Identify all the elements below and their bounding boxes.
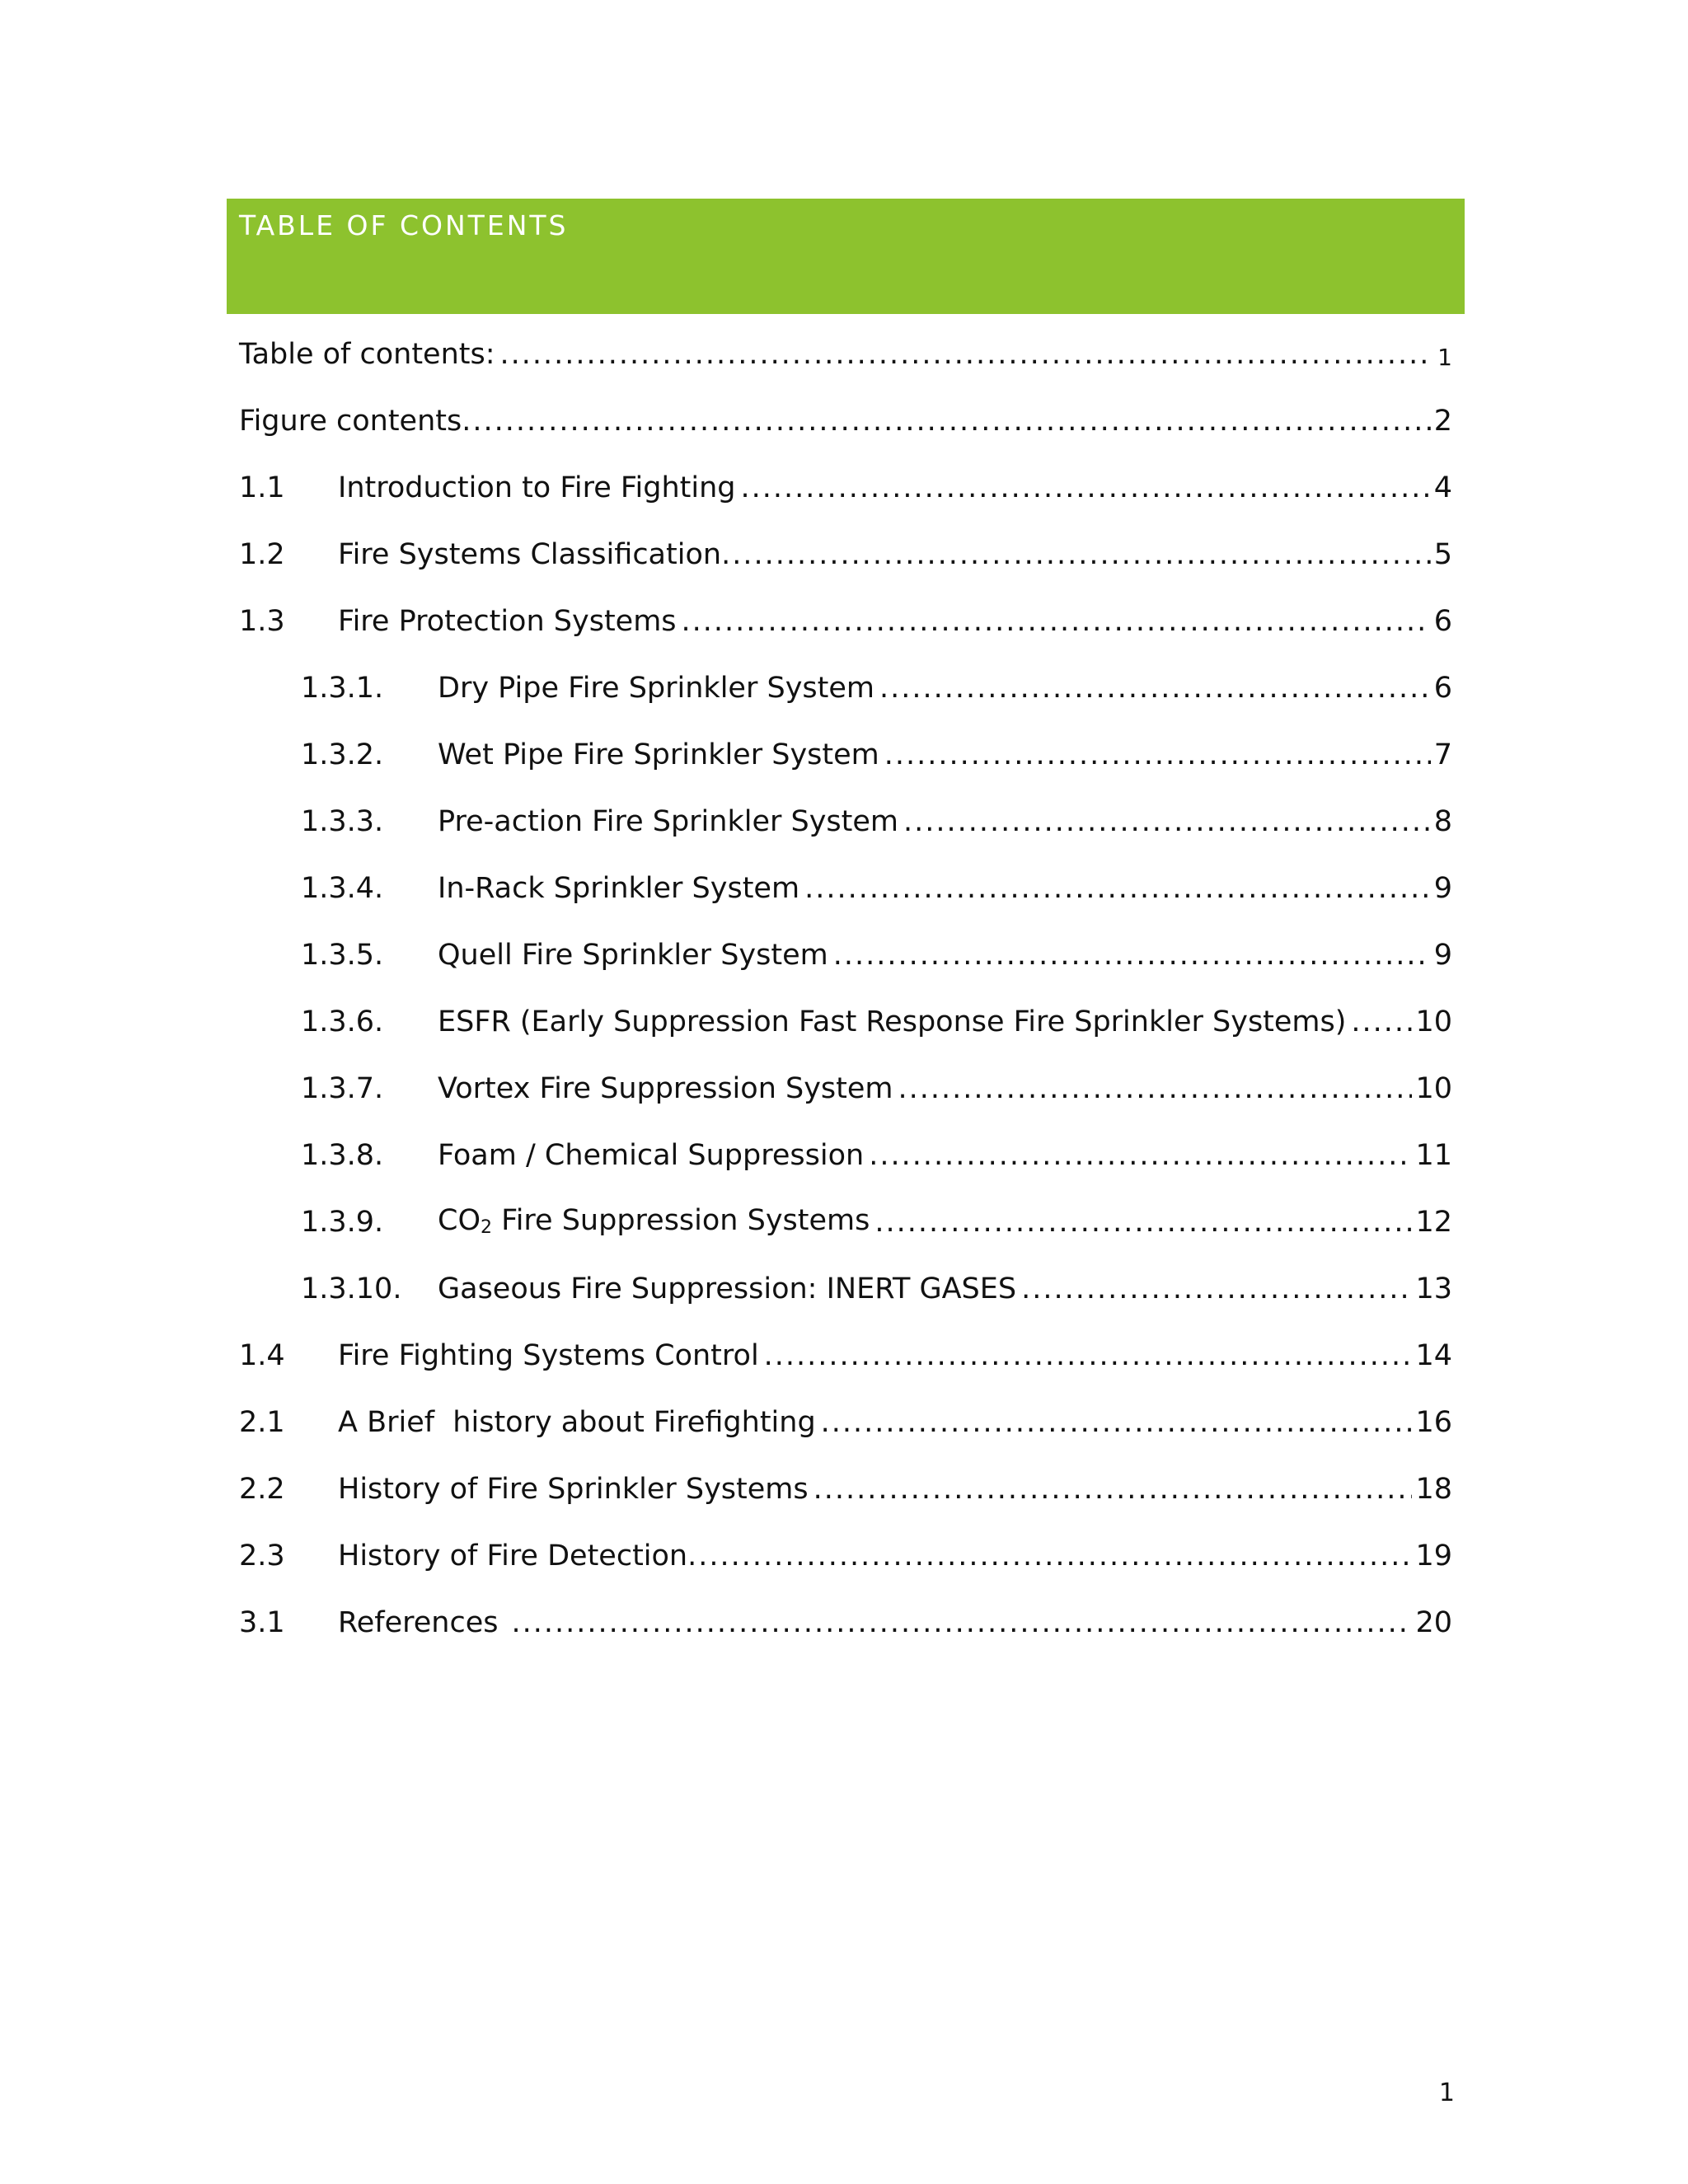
toc-leader-dots	[898, 1075, 1413, 1104]
toc-entry-number: 1.3.4.	[301, 872, 384, 905]
toc-entry-number: 1.3.9.	[301, 1206, 384, 1239]
toc-entry-title: Introduction to Fire Fighting	[338, 471, 736, 504]
toc-entry-title	[438, 1204, 870, 1238]
toc-entry-page: 19	[1415, 1540, 1452, 1572]
toc-entry[interactable]	[239, 387, 1452, 436]
toc-entry-title: In-Rack Sprinkler System	[438, 872, 800, 905]
toc-entry-page: 11	[1415, 1139, 1452, 1172]
toc-entry[interactable]	[239, 587, 1452, 636]
toc-entry[interactable]	[239, 987, 1452, 1037]
toc-entry-page: 2	[1433, 405, 1452, 438]
toc-entry-title: Fire Systems Classification	[338, 538, 722, 571]
toc-entry-title: Gaseous Fire Suppression: INERT GASES	[438, 1272, 1017, 1305]
toc-entry[interactable]	[239, 921, 1452, 970]
toc-entry[interactable]	[239, 1388, 1452, 1437]
toc-entry-title: Wet Pipe Fire Sprinkler System	[438, 738, 879, 771]
toc-entry-page: 6	[1433, 672, 1452, 705]
toc-entry[interactable]	[239, 1054, 1452, 1104]
toc-leader-dots	[740, 474, 1430, 503]
toc-entry-number: 1.3.3.	[301, 805, 384, 838]
toc-leader-dots	[833, 941, 1431, 970]
toc-heading: TABLE OF CONTENTS	[239, 209, 569, 241]
toc-entry[interactable]	[239, 787, 1452, 837]
toc-leader-dots	[682, 607, 1431, 636]
toc-entry[interactable]	[239, 1455, 1452, 1504]
toc-entry[interactable]	[239, 453, 1452, 503]
toc-entry-page: 14	[1415, 1339, 1452, 1372]
toc-entry-title: Quell Fire Sprinkler System	[438, 939, 828, 972]
toc-entry[interactable]	[239, 1521, 1452, 1571]
toc-entry-number: 1.2	[239, 538, 285, 571]
toc-entry-page: 1	[1437, 344, 1452, 371]
toc-entry-title: Dry Pipe Fire Sprinkler System	[438, 672, 874, 705]
toc-header-band	[227, 199, 1465, 314]
toc-entry-number: 3.1	[239, 1606, 285, 1639]
toc-entry-page: 13	[1415, 1272, 1452, 1305]
toc-entry-page: 16	[1415, 1406, 1452, 1439]
toc-entry[interactable]	[239, 1121, 1452, 1170]
co2-subscript: 2	[481, 1217, 492, 1238]
toc-entry-number: 1.3.10.	[301, 1272, 402, 1305]
toc-leader-dots	[884, 741, 1431, 770]
toc-entry-title: Foam / Chemical Suppression	[438, 1139, 865, 1172]
toc-entry-page: 10	[1415, 1005, 1452, 1038]
toc-leader-dots	[879, 674, 1431, 703]
toc-entry-title: History of Fire Sprinkler Systems	[338, 1473, 809, 1506]
toc-entry-number: 1.4	[239, 1339, 285, 1372]
toc-entry-title: Table of contents:	[239, 338, 495, 371]
toc-entry-title: History of Fire Detection	[338, 1540, 688, 1572]
toc-leader-dots	[874, 1208, 1412, 1237]
toc-leader-dots	[814, 1475, 1413, 1504]
toc-entry-number: 1.3	[239, 605, 285, 638]
toc-entry-page: 20	[1415, 1606, 1452, 1639]
toc-entry-title: Vortex Fire Suppression System	[438, 1072, 893, 1105]
toc-entry-number: 1.3.6.	[301, 1005, 384, 1038]
toc-entry[interactable]	[239, 1321, 1452, 1371]
toc-entry-page: 12	[1415, 1206, 1452, 1239]
toc-entry-number: 1.3.5.	[301, 939, 384, 972]
toc-leader-dots	[869, 1141, 1412, 1170]
toc-entry-page: 10	[1415, 1072, 1452, 1105]
toc-leader-dots	[1351, 1008, 1412, 1037]
toc-entry[interactable]	[239, 1188, 1452, 1237]
toc-leader-dots	[687, 1542, 1412, 1571]
toc-entry[interactable]	[239, 720, 1452, 770]
co2-suffix: Fire Suppression Systems	[492, 1204, 870, 1237]
toc-entry-number: 1.3.7.	[301, 1072, 384, 1105]
co2-prefix: CO	[438, 1204, 481, 1237]
toc-entry[interactable]	[239, 520, 1452, 569]
toc-entry-number: 1.3.8.	[301, 1139, 384, 1172]
toc-entry-number: 2.1	[239, 1406, 285, 1439]
toc-leader-dots	[821, 1408, 1413, 1437]
toc-leader-dots	[500, 340, 1432, 369]
toc-entry-page: 5	[1433, 538, 1452, 571]
toc-entry-title: Fire Fighting Systems Control	[338, 1339, 759, 1372]
toc-entry-page: 9	[1433, 939, 1452, 972]
toc-entry-page: 4	[1433, 471, 1452, 504]
toc-entry-number: 2.3	[239, 1540, 285, 1572]
toc-entry[interactable]	[239, 654, 1452, 703]
toc-entry-title: A Brief history about Firefighting	[338, 1406, 816, 1439]
toc-entry-title: ESFR (Early Suppression Fast Response Fire Sprinkler Systems)	[438, 1005, 1347, 1038]
toc-leader-dots	[462, 407, 1430, 436]
toc-entry-title: Pre-action Fire Sprinkler System	[438, 805, 899, 838]
toc-entry-page: 6	[1433, 605, 1452, 638]
toc-leader-dots	[511, 1609, 1412, 1638]
toc-leader-dots	[764, 1342, 1413, 1371]
toc-entry-title: Figure contents	[239, 405, 462, 438]
toc-entry-title: Fire Protection Systems	[338, 605, 677, 638]
toc-entry[interactable]	[239, 854, 1452, 903]
toc-entry[interactable]	[239, 1588, 1452, 1638]
toc-entry[interactable]	[239, 320, 1452, 369]
toc-leader-dots	[1021, 1275, 1412, 1304]
toc-entry[interactable]	[239, 1254, 1452, 1304]
toc-entry-page: 7	[1433, 738, 1452, 771]
toc-entry-page: 18	[1415, 1473, 1452, 1506]
page-number: 1	[1438, 2079, 1455, 2107]
toc-entry-title: References	[338, 1606, 499, 1639]
toc-entry-number: 1.1	[239, 471, 285, 504]
toc-entry-page: 9	[1433, 872, 1452, 905]
toc-entry-number: 1.3.1.	[301, 672, 384, 705]
toc-entry-number: 2.2	[239, 1473, 285, 1506]
toc-entry-page: 8	[1433, 805, 1452, 838]
toc-leader-dots	[804, 874, 1431, 903]
toc-leader-dots	[721, 541, 1431, 569]
toc-leader-dots	[903, 808, 1431, 837]
toc-entry-number: 1.3.2.	[301, 738, 384, 771]
